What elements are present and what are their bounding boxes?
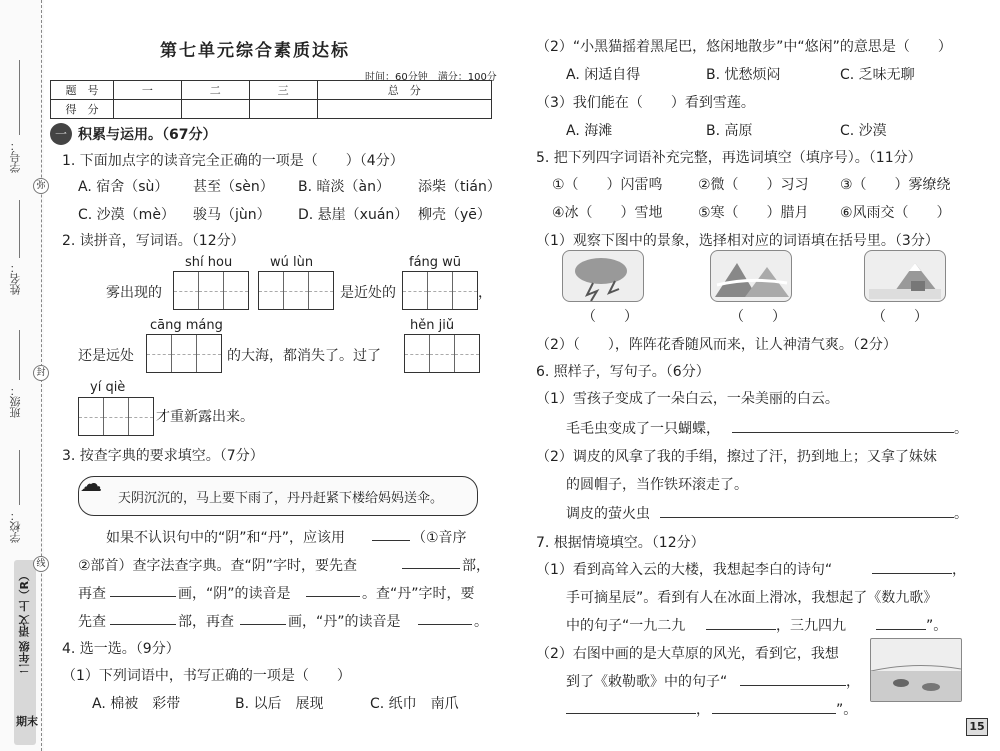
q7-sub1: （1）看到高耸入云的大楼，我想起李白的诗句“ xyxy=(536,562,833,578)
pinyin-6: yí qiè xyxy=(90,380,126,395)
student-id-line xyxy=(19,60,20,135)
picture-answer-2[interactable]: （ ） xyxy=(730,309,786,325)
q6-sub1-prompt: 毛毛虫变成了一只蝴蝶， xyxy=(566,421,720,437)
q4-stem: 4. 选一选。（9分） xyxy=(62,641,180,657)
q4-sub2: （2）“小黑猫摇着黑尾巴，悠闲地散步”中“悠闲”的意思是（ ） xyxy=(536,39,952,55)
q1-option-d2: 柳壳（yē） xyxy=(418,207,491,223)
q4-sub3-a: A. 海滩 xyxy=(566,123,613,139)
q5-idiom-3[interactable]: ③（ ）雾缭绕 xyxy=(840,177,951,193)
writing-grid-6[interactable] xyxy=(78,397,154,436)
grassland-picture xyxy=(870,638,962,702)
q6-sub2-cont: 的圆帽子，当作铁环滚走了。 xyxy=(566,477,748,493)
q3-line4c: 画，“丹”的读音是 xyxy=(288,614,401,630)
q6-end-2: 。 xyxy=(954,506,968,522)
snow-mountain-icon xyxy=(865,251,945,301)
q7-sub1-cont: 手可摘星辰”。看到有人在冰面上滑冰，我想起了《数九歌》 xyxy=(566,590,938,606)
q4-sub1: （1）下列词语中，书写正确的一项是（ ） xyxy=(62,668,351,684)
q4-sub1-c: C. 纸巾 南爪 xyxy=(370,696,459,712)
q6-sub2-prompt: 调皮的萤火虫 xyxy=(566,506,650,522)
q7-blank-ninesong-2[interactable] xyxy=(876,629,926,630)
q3-blank-method[interactable] xyxy=(372,540,410,541)
q4-sub3: （3）我们能在（ ）看到雪莲。 xyxy=(536,95,755,111)
score-cell[interactable] xyxy=(249,100,317,119)
score-header-cell: 一 xyxy=(114,81,182,100)
q5-idiom-6[interactable]: ⑥风雨交（ ） xyxy=(840,205,951,221)
q3-blank-strokes-yin[interactable] xyxy=(110,596,176,597)
q4-sub3-b: B. 高原 xyxy=(706,123,753,139)
section-badge: 一 xyxy=(50,123,72,145)
q7-sub1-end: ”。 xyxy=(926,618,948,634)
q3-blank-radical-dan[interactable] xyxy=(110,624,176,625)
q2-comma: ， xyxy=(478,285,492,301)
q3-line2b: 部， xyxy=(462,558,490,574)
q1-option-b1: B. 暗淡（àn） xyxy=(298,179,390,195)
q4-sub2-a: A. 闲适自得 xyxy=(566,67,641,83)
q1-option-d1: D. 悬崖（xuán） xyxy=(298,207,409,223)
snowy-land-picture xyxy=(864,250,946,302)
q3-line3c: 。查“丹”字时，要 xyxy=(362,586,475,602)
q1-option-a1: A. 宿舍（sù） xyxy=(78,179,169,195)
q7-comma-2: ， xyxy=(846,674,860,690)
seal-feng: 封 xyxy=(33,365,49,381)
q7-end: ”。 xyxy=(836,702,858,718)
score-cell[interactable] xyxy=(114,100,182,119)
q3-blank-strokes-dan[interactable] xyxy=(240,624,286,625)
q6-sub2: （2）调皮的风拿了我的手绢，擦过了汗，扔到地上；又拿了妹妹 xyxy=(536,449,937,465)
q3-line1: 如果不认识句中的“阴”和“丹”，应该用 xyxy=(106,530,346,546)
q4-sub2-c: C. 乏味无聊 xyxy=(840,67,915,83)
q7-sub1-ninesong-2: ，三九四九 xyxy=(776,618,846,634)
q3-blank-reading-dan[interactable] xyxy=(418,624,472,625)
q1-option-b2: 添柴（tián） xyxy=(418,179,501,195)
school-label: 学校： xyxy=(9,510,22,543)
q5-idiom-1[interactable]: ①（ ）闪雷鸣 xyxy=(552,177,663,193)
pinyin-3: fáng wū xyxy=(409,255,462,270)
q3-line4d: 。 xyxy=(474,614,488,630)
q3-line3b: 画，“阴”的读音是 xyxy=(178,586,291,602)
q3-sentence: 天阴沉沉的，马上要下雨了，丹丹赶紧下楼给妈妈送伞。 xyxy=(118,491,444,506)
score-table xyxy=(50,80,492,119)
q6-answer-line-2[interactable] xyxy=(660,517,954,518)
student-id-label: 学号： xyxy=(9,140,22,173)
score-label-cell: 得 分 xyxy=(51,100,114,119)
class-label: 班级： xyxy=(9,385,22,418)
mountain-icon xyxy=(711,251,791,301)
seal-xian: 线 xyxy=(33,556,49,572)
q7-stem: 7. 根据情境填空。（12分） xyxy=(536,535,705,551)
q7-sub2-cont: 到了《敕勒歌》中的句子“ xyxy=(566,674,728,690)
q7-comma-1: ， xyxy=(952,562,966,578)
pinyin-2: wú lùn xyxy=(270,255,314,270)
cloud-icon: ☁ xyxy=(80,472,102,497)
class-line xyxy=(19,330,20,380)
q2-text-3: 还是远处 xyxy=(78,348,134,364)
q3-blank-radical-yin[interactable] xyxy=(402,568,460,569)
writing-grid-1[interactable] xyxy=(173,271,249,310)
q6-answer-line-1[interactable] xyxy=(732,432,954,433)
q5-sub2: （2）（ ），阵阵花香随风而来，让人神清气爽。（2分） xyxy=(536,337,897,353)
q5-idiom-5[interactable]: ⑤寒（ ）腊月 xyxy=(698,205,809,221)
q4-sub1-a: A. 棉被 彩带 xyxy=(92,696,181,712)
writing-grid-3[interactable] xyxy=(402,271,478,310)
section-title: 积累与运用。（67分） xyxy=(78,127,217,143)
grade-text: 二年级 语文 上（R） xyxy=(18,570,31,675)
pinyin-1: shí hou xyxy=(185,255,233,270)
q7-blank-chile-1[interactable] xyxy=(740,685,846,686)
q2-stem: 2. 读拼音，写词语。（12分） xyxy=(62,233,245,249)
q1-option-c1: C. 沙漠（mè） xyxy=(78,207,175,223)
grassland-icon xyxy=(871,639,961,701)
pinyin-5: hěn jiǔ xyxy=(410,318,455,333)
q6-sub1: （1）雪孩子变成了一朵白云，一朵美丽的白云。 xyxy=(536,391,839,407)
q2-text-4: 的大海，都消失了。过了 xyxy=(227,348,381,364)
q5-idiom-4[interactable]: ④冰（ ）雪地 xyxy=(552,205,663,221)
q4-sub3-c: C. 沙漠 xyxy=(840,123,887,139)
q3-blank-reading-yin[interactable] xyxy=(306,596,360,597)
score-header-cell: 总 分 xyxy=(317,81,491,100)
score-header-cell: 三 xyxy=(249,81,317,100)
score-header-cell: 题 号 xyxy=(51,81,114,100)
thunderstorm-picture xyxy=(562,250,644,302)
misty-mountains-picture xyxy=(710,250,792,302)
page-title: 第七单元综合素质达标 xyxy=(160,41,350,61)
q1-option-a2: 甚至（sèn） xyxy=(193,179,274,195)
q4-sub2-b: B. 忧愁烦闷 xyxy=(706,67,781,83)
q2-text-2: 是近处的 xyxy=(340,285,396,301)
q5-idiom-2[interactable]: ②微（ ）习习 xyxy=(698,177,809,193)
q1-option-c2: 骏马（jùn） xyxy=(193,207,271,223)
writing-grid-5[interactable] xyxy=(404,334,480,373)
q3-line2: ②部首）查字法查字典。查“阴”字时，要先查 xyxy=(78,558,358,574)
score-cell[interactable] xyxy=(181,100,249,119)
q6-stem: 6. 照样子，写句子。（6分） xyxy=(536,364,710,380)
page-number: 15 xyxy=(966,718,988,736)
q3-stem: 3. 按查字典的要求填空。（7分） xyxy=(62,448,264,464)
q5-stem: 5. 把下列四字词语补充完整，再选词填空（填序号）。（11分） xyxy=(536,150,922,166)
q7-sub1-ninesong: 中的句子“一九二九 xyxy=(566,618,686,634)
q4-sub1-b: B. 以后 展现 xyxy=(235,696,324,712)
q3-line4b: 部，再查 xyxy=(178,614,234,630)
q7-blank-poem[interactable] xyxy=(872,573,952,574)
pinyin-4: cāng máng xyxy=(150,318,223,333)
time-info: 时间：60分钟 满分：100分 xyxy=(365,72,497,83)
q7-comma-3: ， xyxy=(696,702,710,718)
q5-sub1: （1）观察下图中的景象，选择相对应的词语填在括号里。（3分） xyxy=(536,233,939,249)
q2-text-1: 雾出现的 xyxy=(106,285,162,301)
q7-blank-chile-3[interactable] xyxy=(712,713,836,714)
q3-line4a: 先查 xyxy=(78,614,106,630)
q7-blank-ninesong-1[interactable] xyxy=(706,629,776,630)
picture-answer-1[interactable]: （ ） xyxy=(582,309,638,325)
name-label: 姓名： xyxy=(9,262,22,295)
writing-grid-2[interactable] xyxy=(258,271,334,310)
writing-grid-4[interactable] xyxy=(146,334,222,373)
q3-line3a: 再查 xyxy=(78,586,106,602)
q7-blank-chile-2[interactable] xyxy=(566,713,696,714)
q3-line1b: （①音序 xyxy=(412,530,467,546)
q2-text-5: 才重新露出来。 xyxy=(156,409,254,425)
school-line xyxy=(19,450,20,505)
q1-stem: 1. 下面加点字的读音完全正确的一项是（ ）（4分） xyxy=(62,153,404,169)
score-header-cell: 二 xyxy=(181,81,249,100)
q6-end-1: 。 xyxy=(954,421,968,437)
q7-sub2: （2）右图中画的是大草原的风光，看到它，我想 xyxy=(536,646,839,662)
publisher-logo: 期末 xyxy=(16,715,38,728)
score-cell[interactable] xyxy=(317,100,491,119)
storm-cloud-icon xyxy=(563,251,643,301)
name-line xyxy=(19,200,20,258)
picture-answer-3[interactable]: （ ） xyxy=(872,309,928,325)
seal-mi: 弥 xyxy=(33,178,49,194)
